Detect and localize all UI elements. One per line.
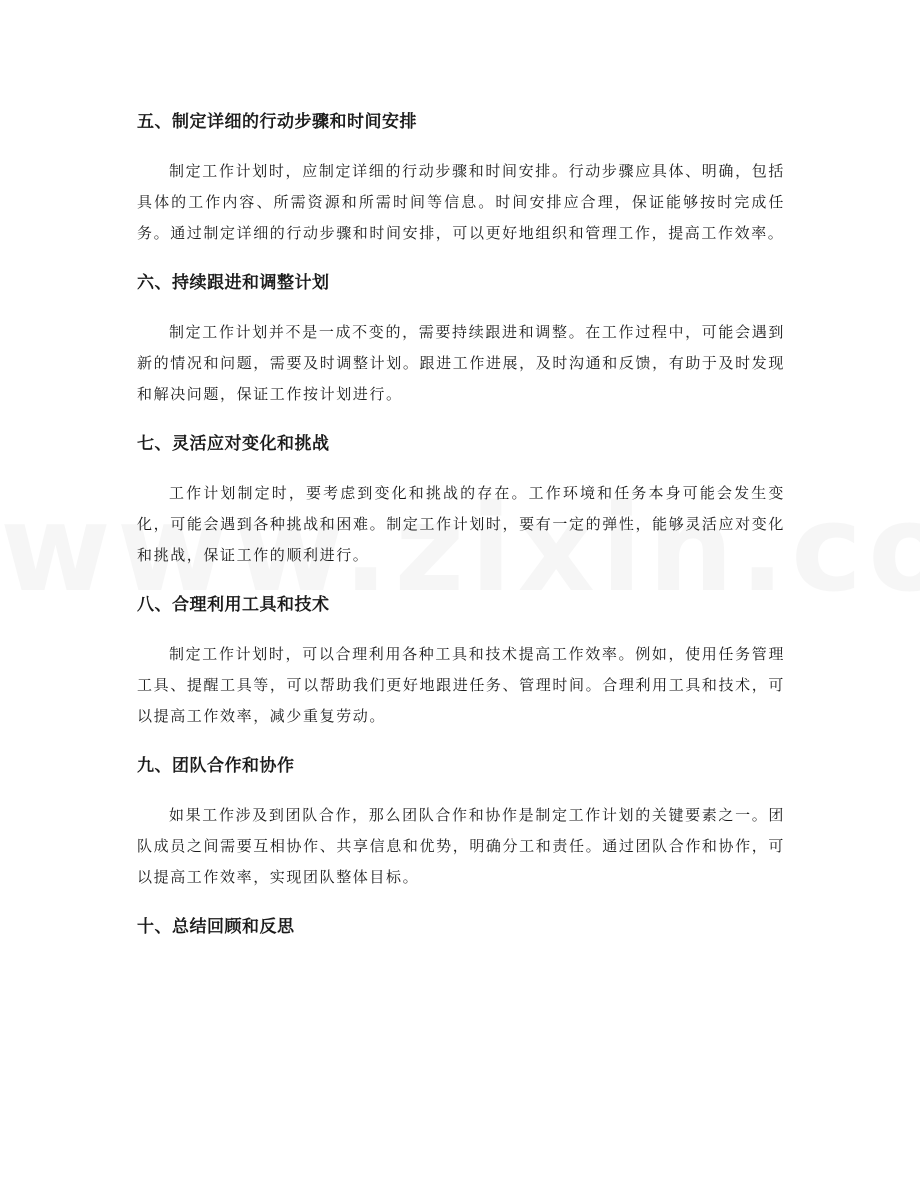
section-9-heading: 九、团队合作和协作 <box>137 756 295 776</box>
section-8-body: 制定工作计划时，可以合理利用各种工具和技术提高工作效率。例如，使用任务管理工具、提醒工具等，可以帮助我们更好地跟进任务、管理时间。合理利用工具和技术，可以提高工作效率，减少重复劳动。 <box>137 645 785 725</box>
document-content <box>137 107 785 942</box>
section-8-heading: 八、合理利用工具和技术 <box>137 595 330 615</box>
section-6-heading: 六、持续跟进和调整计划 <box>137 273 330 293</box>
section-10-heading: 十、总结回顾和反思 <box>137 917 295 937</box>
section-5-heading: 五、制定详细的行动步骤和时间安排 <box>137 112 417 132</box>
section-5-body: 制定工作计划时，应制定详细的行动步骤和时间安排。行动步骤应具体、明确，包括具体的工作内容、所需资源和所需时间等信息。时间安排应合理，保证能够按时完成任务。通过制定详细的行动步骤和时间安排，可以更好地组织和管理工作，提高工作效率。 <box>137 162 785 242</box>
section-7-heading: 七、灵活应对变化和挑战 <box>137 434 330 454</box>
section-6-body: 制定工作计划并不是一成不变的，需要持续跟进和调整。在工作过程中，可能会遇到新的情况和问题，需要及时调整计划。跟进工作进展，及时沟通和反馈，有助于及时发现和解决问题，保证工作按计划进行。 <box>137 323 785 403</box>
section-9-body: 如果工作涉及到团队合作，那么团队合作和协作是制定工作计划的关键要素之一。团队成员之间需要互相协作、共享信息和优势，明确分工和责任。通过团队合作和协作，可以提高工作效率，实现团队整体目标。 <box>137 806 785 886</box>
section-7-body: 工作计划制定时，要考虑到变化和挑战的存在。工作环境和任务本身可能会发生变化，可能会遇到各种挑战和困难。制定工作计划时，要有一定的弹性，能够灵活应对变化和挑战，保证工作的顺利进行。 <box>137 484 785 564</box>
